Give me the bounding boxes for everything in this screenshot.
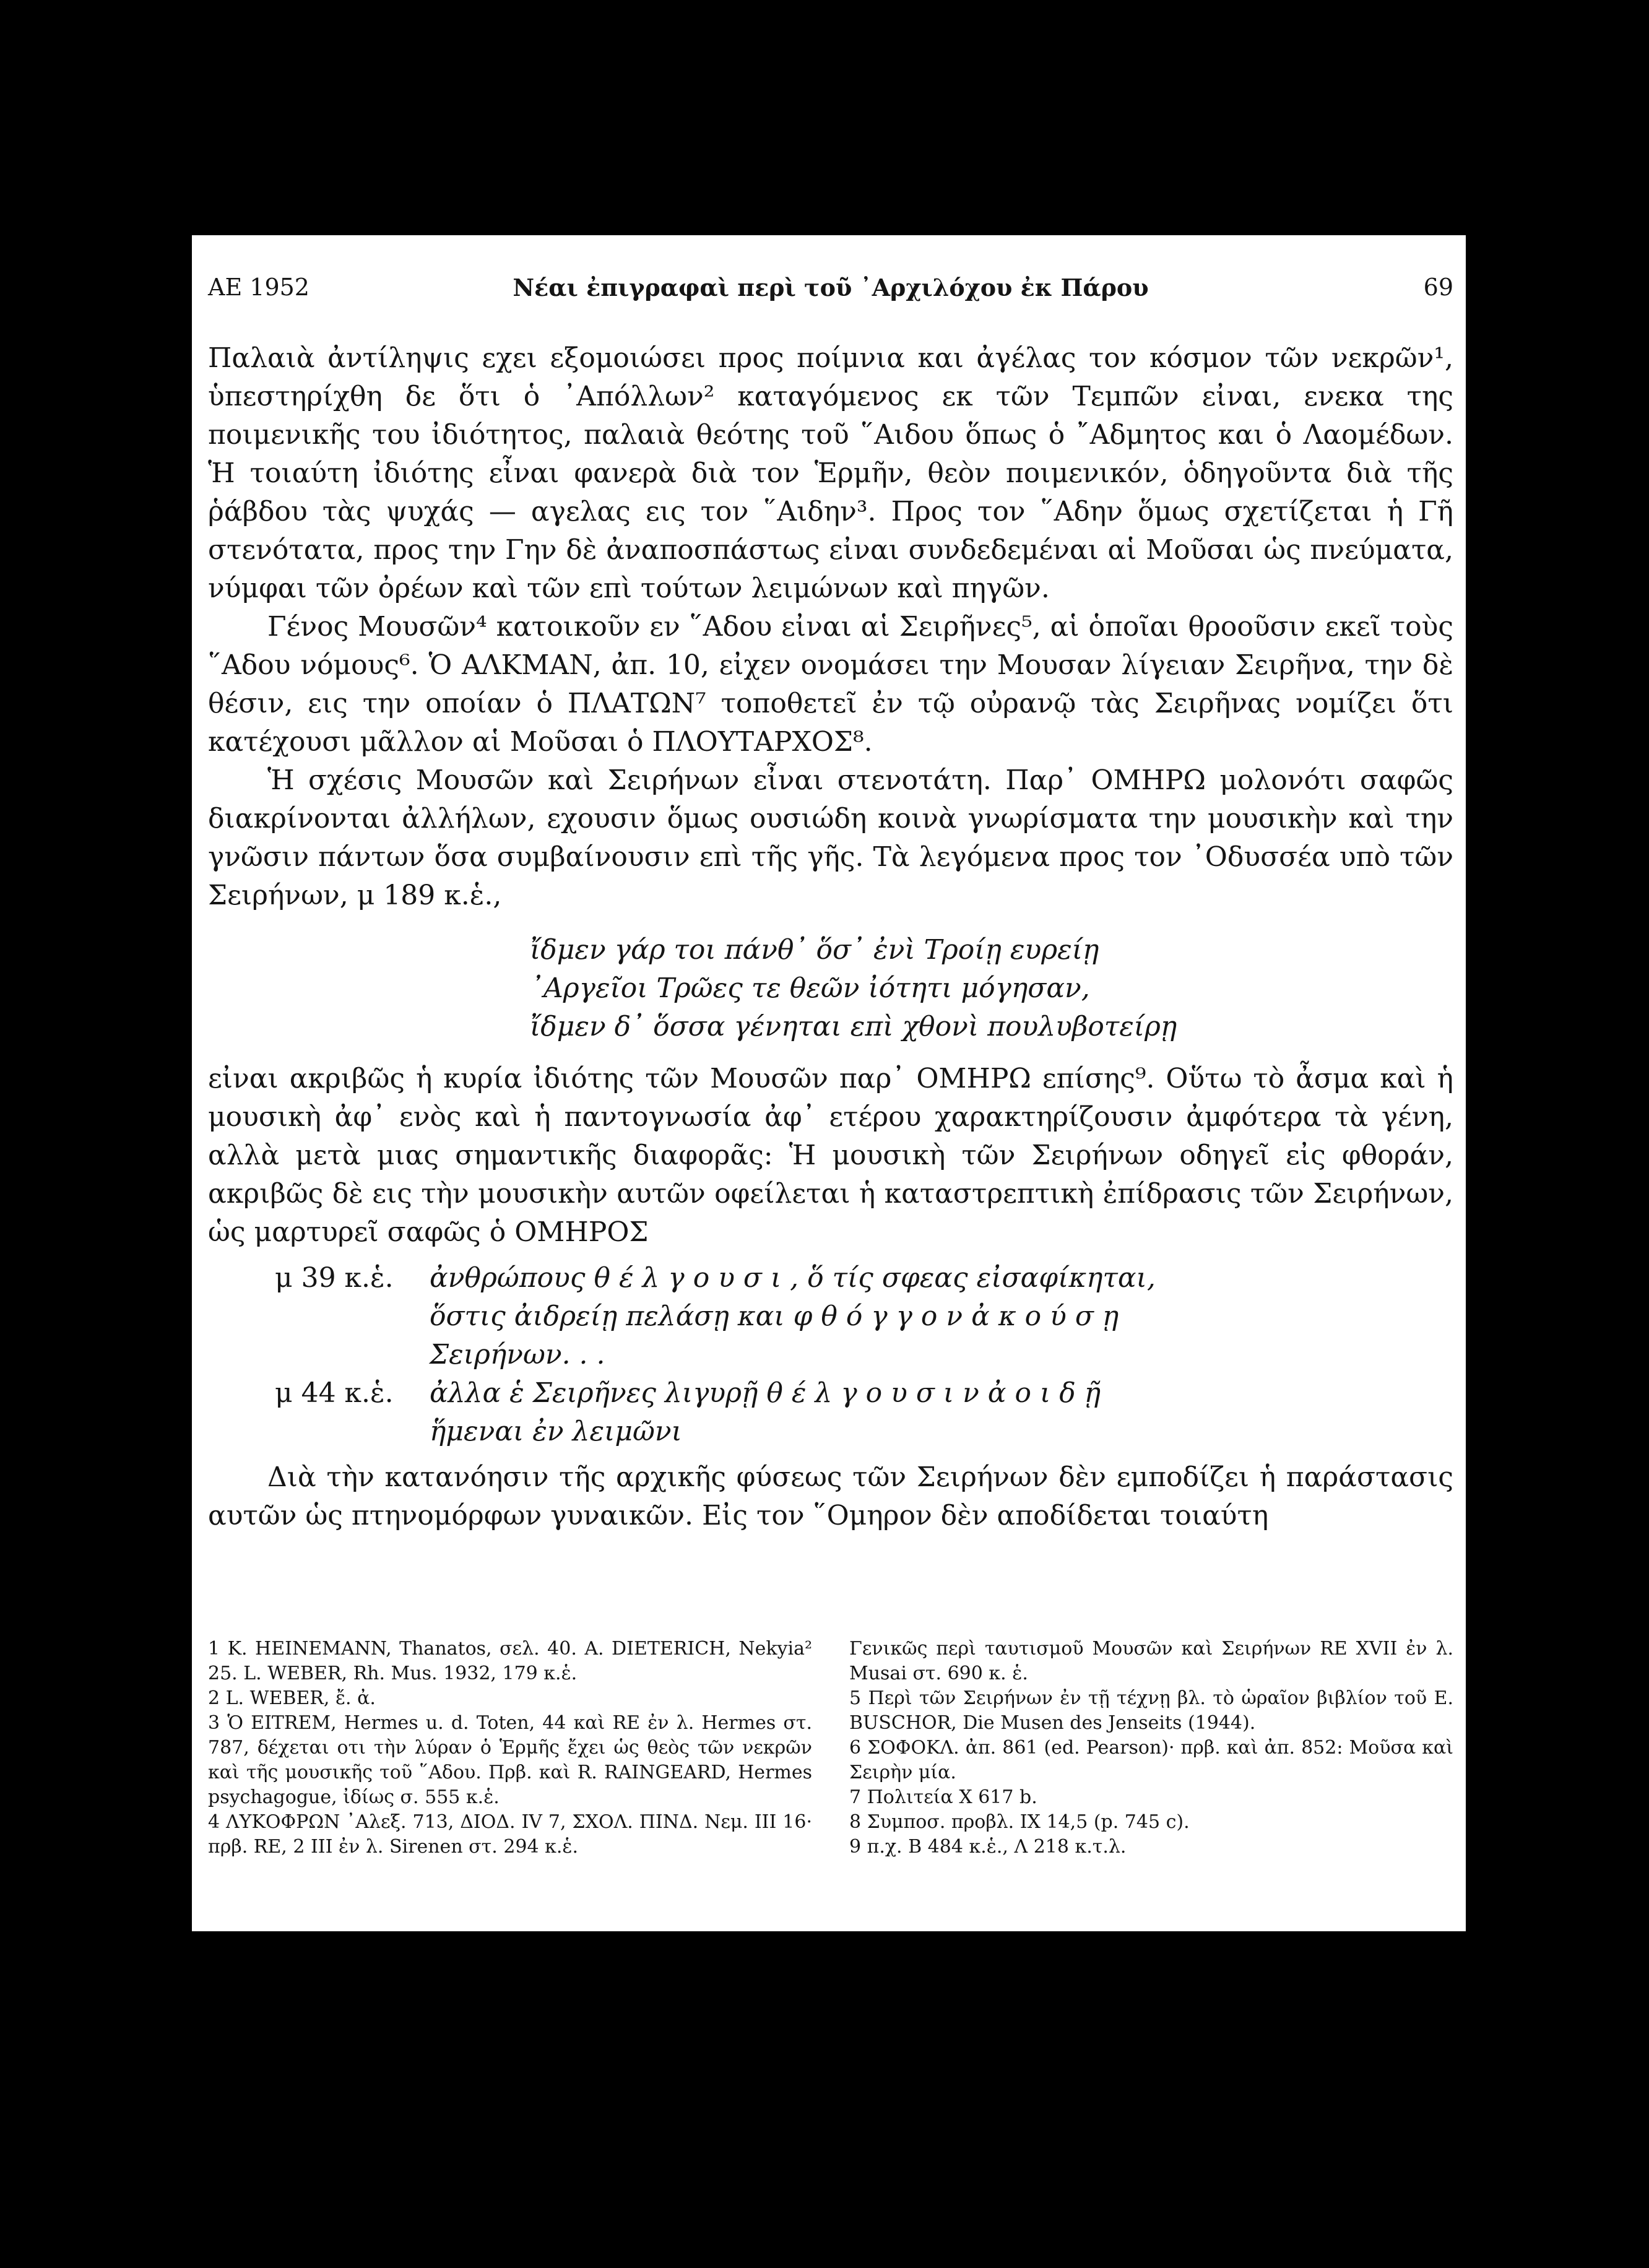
citation-line: ὅστις ἀιδρείῃ πελάσῃ και φ θ ό γ γ ο ν ἀ κ ο ύ σ ῃ xyxy=(430,1301,1119,1332)
footnote: 4 ΛΥΚΟΦΡΩΝ ᾿Αλεξ. 713, ΔΙΟΔ. IV 7, ΣΧΟΛ. ΠΙΝΔ. Νεμ. III 16· πρβ. RE, 2 III ἐν λ. Sirenen στ. 294 κ.ἑ. xyxy=(208,1811,812,1858)
footnote: 9 π.χ. B 484 κ.ἑ., Λ 218 κ.τ.λ. xyxy=(849,1836,1127,1858)
citation-block xyxy=(275,1259,1453,1451)
footnotes-right-column xyxy=(849,1637,1453,1859)
footnote: 2 L. WEBER, ἔ. ἀ. xyxy=(208,1687,376,1709)
paragraph-3: Ἡ σχέσις Μουσῶν καὶ Σειρήνων εἶναι στενοτάτη. Παρ᾿ ΟΜΗΡΩ μολονότι σαφῶς διακρίνονται ἀλλήλων, εχουσιν ὅμως ουσιώδη κοινὰ γνωρίσματα την μουσικὴν καὶ την γνῶσιν πάντων ὅσα συμβαίνουσιν επὶ τῆς γῆς. Τὰ λεγόμενα προς τον ᾿Οδυσσέα υπὸ τῶν Σειρήνων, μ 189 κ.ἑ., xyxy=(208,764,1453,911)
body-text xyxy=(208,339,1453,1535)
citation-line: Σειρήνων. . . xyxy=(430,1339,605,1370)
verse-quotation xyxy=(530,931,1453,1046)
citation-row xyxy=(275,1259,1453,1297)
paragraph-5: Διὰ τὴν κατανόησιν τῆς αρχικῆς φύσεως τῶν Σειρήνων δὲν εμποδίζει ἡ παράστασις αυτῶν ὡς πτηνομόρφων γυναικῶν. Εἰς τον ῞Ομηρον δὲν αποδίδεται τοιαύτη xyxy=(208,1461,1453,1531)
citation-line: ἀλλα ἑ Σειρῆνες λιγυρῇ θ έ λ γ ο υ σ ι ν ἀ ο ι δ ῇ xyxy=(430,1377,1101,1409)
footnote: Γενικῶς περὶ ταυτισμοῦ Μουσῶν καὶ Σειρήνων RE XVII ἐν λ. Musai στ. 690 κ. ἑ. xyxy=(849,1638,1453,1684)
page-header xyxy=(208,274,1453,311)
citation-ref: μ 44 κ.ἑ. xyxy=(275,1377,394,1409)
footnotes xyxy=(208,1637,1453,1859)
citation-row xyxy=(275,1374,1453,1413)
paragraph-4: εἰναι ακριβῶς ἡ κυρία ἰδιότης τῶν Μουσῶν παρ᾿ ΟΜΗΡΩ επίσης⁹. Οὕτω τὸ ἆσμα καὶ ἡ μουσικὴ ἀφ᾿ ενὸς καὶ ἡ παντογνωσία ἀφ᾿ ετέρου χαρακτηρίζουσιν ἀμφότερα τὰ γένη, αλλὰ μετὰ μιας σημαντικῆς διαφορᾶς: Ἡ μουσικὴ τῶν Σειρήνων οδηγεῖ εἰς φθοράν, ακριβῶς δὲ εις τὴν μουσικὴν αυτῶν οφείλεται ἡ καταστρεπτικὴ ἐπίδρασις τῶν Σειρήνων, ὡς μαρτυρεῖ σαφῶς ὁ ΟΜΗΡΟΣ xyxy=(208,1063,1453,1248)
running-title: Νέαι ἐπιγραφαὶ περὶ τοῦ ᾿Αρχιλόχου ἐκ Πάρου xyxy=(513,274,1149,301)
citation-line: ἀνθρώπους θ έ λ γ ο υ σ ι , ὅ τίς σφεας εἰσαφίκηται, xyxy=(430,1262,1156,1294)
footnotes-left-column xyxy=(208,1637,812,1859)
journal-ref: ΑΕ 1952 xyxy=(208,274,309,301)
verse-line: ἴδμεν γάρ τοι πάνθ᾿ ὅσ᾿ ἐνὶ Τροίῃ ευρείῃ xyxy=(530,934,1099,966)
verse-line: ἴδμεν δ᾿ ὅσσα γένηται επὶ χθονὶ πουλυβοτείρῃ xyxy=(530,1011,1177,1042)
paragraph-2: Γένος Μουσῶν⁴ κατοικοῦν εν ῞Αδου εἰναι αἱ Σειρῆνες⁵, αἱ ὁποῖαι θροοῦσιν εκεῖ τοὺς ῞Αδου νόμους⁶. Ὁ ΑΛΚΜΑΝ, ἀπ. 10, εἰχεν ονομάσει την Μουσαν λίγειαν Σειρῆνα, την δὲ θέσιν, εις την οποίαν ὁ ΠΛΑΤΩΝ⁷ τοποθετεῖ ἐν τῷ οὐρανῷ τὰς Σειρῆνας νομίζει ὅτι κατέχουσι μᾶλλον αἱ Μοῦσαι ὁ ΠΛΟΥΤΑΡΧΟΣ⁸. xyxy=(208,611,1453,758)
page-number: 69 xyxy=(1423,274,1453,301)
footnote: 3 Ὁ EITREM, Hermes u. d. Toten, 44 καὶ RE ἐν λ. Hermes στ. 787, δέχεται οτι τὴν λύραν ὁ Ἑρμῆς ἔχει ὡς θεὸς τῶν νεκρῶν καὶ τῆς μουσικῆς τοῦ ῞Αδου. Πρβ. καὶ R. RAINGEARD, Hermes psychagogue, ἰδίως σ. 555 κ.ἑ. xyxy=(208,1712,812,1808)
citation-line: ἥμεναι ἐν λειμῶνι xyxy=(430,1416,682,1447)
footnote: 7 Πολιτεία X 617 b. xyxy=(849,1786,1037,1808)
footnote: 5 Περὶ τῶν Σειρήνων ἐν τῇ τέχνῃ βλ. τὸ ὡραῖον βιβλίον τοῦ E. BUSCHOR, Die Musen des Jenseits (1944). xyxy=(849,1687,1453,1734)
paragraph-1: Παλαιὰ ἀντίληψις εχει εξομοιώσει προς ποίμνια και ἀγέλας τον κόσμον τῶν νεκρῶν¹, ὑπεστηρίχθη δε ὅτι ὁ ᾿Απόλλων² καταγόμενος εκ τῶν Τεμπῶν εἰναι, ενεκα της ποιμενικῆς του ἰδιότητος, παλαιὰ θεότης τοῦ ῞Αιδου ὅπως ὁ ῎Αδμητος και ὁ Λαομέδων. Ἡ τοιαύτη ἰδιότης εἶναι φανερὰ διὰ τον Ἑρμῆν, θεὸν ποιμενικόν, ὁδηγοῦντα διὰ τῆς ῥάβδου τὰς ψυχάς — αγελας εις τον ῞Αιδην³. Προς τον ῞Αδην ὅμως σχετίζεται ἡ Γῆ στενότατα, προς την Γην δὲ ἀναποσπάστως εἰναι συνδεδεμέναι αἱ Μοῦσαι ὡς πνεύματα, νύμφαι τῶν ὀρέων καὶ τῶν επὶ τούτων λειμώνων καὶ πηγῶν. xyxy=(208,342,1453,604)
document-page xyxy=(192,235,1466,1931)
footnote: 6 ΣΟΦΟΚΛ. ἀπ. 861 (ed. Pearson)· πρβ. καὶ ἀπ. 852: Μοῦσα καὶ Σειρὴν μία. xyxy=(849,1737,1453,1783)
citation-ref: μ 39 κ.ἑ. xyxy=(275,1262,394,1294)
footnote: 1 K. HEINEMANN, Thanatos, σελ. 40. A. DIETERICH, Nekyia² 25. L. WEBER, Rh. Mus. 1932, 179 κ.ἑ. xyxy=(208,1638,812,1684)
verse-line: ᾿Αργεῖοι Τρῶες τε θεῶν ἰότητι μόγησαν, xyxy=(530,972,1090,1004)
footnote: 8 Συμποσ. προβλ. IX 14,5 (p. 745 c). xyxy=(849,1811,1190,1833)
